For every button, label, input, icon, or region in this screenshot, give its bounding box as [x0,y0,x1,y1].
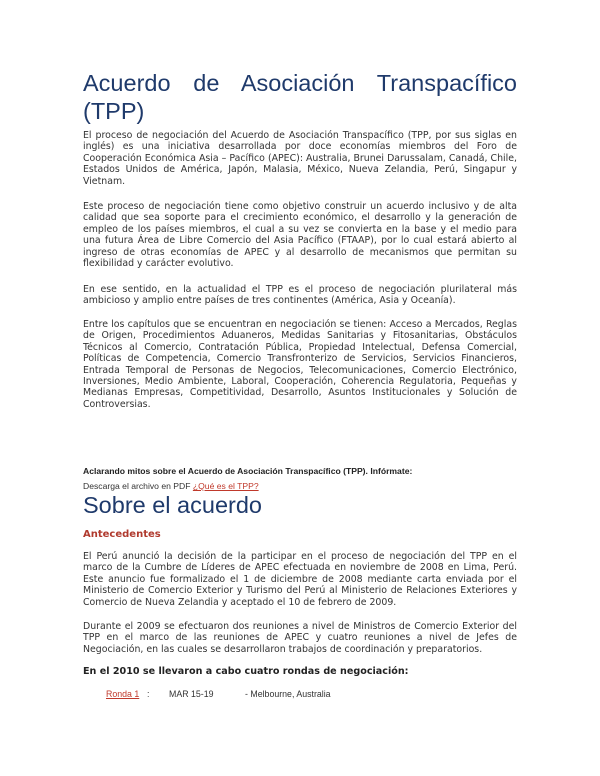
round-link[interactable]: Ronda 1 [106,689,140,699]
page-title [83,69,517,125]
round-colon: : [147,689,150,699]
round-place: - Melbourne, Australia [245,689,331,699]
subsection-title: Antecedentes [83,529,161,540]
download-prefix: Descarga el archivo en PDF [83,481,193,491]
intro-paragraph-2: Este proceso de negociación tiene como objetivo construir un acuerdo inclusivo y de alta calidad que sea soporte para el crecimiento económico, el desarrollo y la generación de empleo de los países miembros, el cual a su vez se convierta en la base y el medio para una futura Área de Libre Comercio del Asia Pacífico (FTAAP), por lo cual estará abierto al ingreso de otras economías de APEC y al desarrollo de mecanismos que permitan su flexibilidad y carácter evolutivo. [83,201,517,270]
section-title: Sobre el acuerdo [83,492,262,518]
round-date: MAR 15-19 [169,689,214,699]
download-pdf-link[interactable]: ¿Qué es el TPP? [192,481,259,491]
intro-paragraph-1: El proceso de negociación del Acuerdo de Asociación Transpacífico (TPP, por sus siglas en inglés) es una iniciativa desarrollada por doce economías miembros del Foro de Cooperación Económica Asia – Pacífico (APEC): Australia, Brunei Darussalam, Canadá, Chile, Estados Unidos de América, Japón, Malasia, México, Nueva Zelandia, Perú, Singapur y Vietnam. [83,130,517,187]
intro-paragraph-3: En ese sentido, en la actualidad el TPP es el proceso de negociación plurilateral más ambicioso y amplio entre países de tres continentes (América, Asia y Oceanía). [83,284,517,307]
page-title-line-1: Acuerdo de Asociación Transpacífico [83,70,517,96]
page-title-line-2: (TPP) [83,98,145,124]
antecedentes-paragraph-1: El Perú anunció la decisión de la participar en el proceso de negociación del TPP en el marco de la Cumbre de Líderes de APEC efectuada en noviembre de 2008 en Lima, Perú. Este anuncio fue formalizado el 1 de diciembre de 2008 mediante carta enviada por el Ministerio de Comercio Exterior y Turismo del Perú al Ministerio de Relaciones Exteriores y Comercio de Nueva Zelandia y aceptado el 10 de febrero de 2009. [83,551,517,608]
rounds-heading: En el 2010 se llevaron a cabo cuatro rondas de negociación: [83,666,409,677]
chapters-paragraph: Entre los capítulos que se encuentran en negociación se tienen: Acceso a Mercados, Reglas de Origen, Procedimientos Aduaneros, Medidas Sanitarias y Fitosanitarias, Obstáculos Técnicos al Comercio, Contratación Pública, Propiedad Intelectual, Defensa Comercial, Políticas de Competencia, Comercio Transfronterizo de Servicios, Servicios Financieros, Entrada Temporal de Personas de Negocios, Telecomunicaciones, Comercio Electrónico, Inversiones, Medio Ambiente, Laboral, Cooperación, Coherencia Regulatoria, Pequeñas y Medianas Empresas, Competitividad, Desarrollo, Asuntos Institucionales y Solución de Controversias. [83,319,517,410]
antecedentes-paragraph-2: Durante el 2009 se efectuaron dos reuniones a nivel de Ministros de Comercio Exterior del TPP en el marco de las reuniones de APEC y cuatro reuniones a nivel de Jefes de Negociación, en las cuales se desarrollaron trabajos de coordinación y preparatorios. [83,621,517,655]
myths-heading: Aclarando mitos sobre el Acuerdo de Asociación Transpacífico (TPP). Infórmate: [83,466,413,476]
